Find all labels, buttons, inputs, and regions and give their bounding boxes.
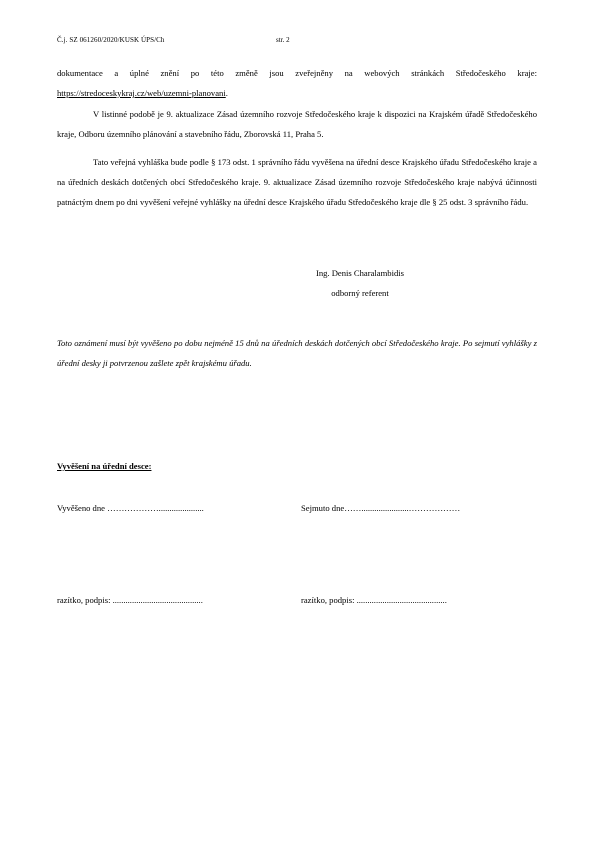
posting-notice: Toto oznámení musí být vyvěšeno po dobu nejméně 15 dnů na úředních deskách dotčených obcí Středočeského kraje. Po sejmutí vyhlášky z úřední desky ji potvrzenou zašlete zpět krajskému úřadu. (57, 338, 537, 368)
paragraph-publication: Tato veřejná vyhláška bude podle § 173 odst. 1 správního řádu vyvěšena na úřední desce Krajského úřadu Středočeského kraje a na úředních deskách dotčených obcí Středočeského kraje. 9. aktualizace Zásad územního rozvoje Středočeského kraje nabývá účinnosti patnáctým dnem po dni vyvěšení veřejné vyhlášky na úřední desce Krajského úřadu Středočeského kraje dle § 25 odst. 3 správního řádu. (57, 157, 537, 207)
paragraph-documentation-text: dokumentace a úplné znění po této změně jsou zveřejněny na webových stránkách Středočeského kraje: (57, 68, 537, 78)
stamp-signature-field-left: razítko, podpis: .......................................... (57, 595, 203, 605)
removed-on-field: Sejmuto dne……......................……………… (301, 503, 461, 513)
official-board-heading: Vyvěšení na úřední desce: (57, 461, 152, 471)
website-link[interactable]: https://stredoceskykraj.cz/web/uzemni-planovani (57, 88, 226, 98)
paragraph-documentation-end: . (225, 88, 228, 98)
signatory-name: Ing. Denis Charalambidis (315, 268, 405, 278)
posted-on-field: Vyvěšeno dne ………………..................... (57, 503, 204, 513)
document-reference-number: Č.j. SZ 061260/2020/KUSK ÚPS/Ch (57, 36, 165, 44)
paragraph-paper-copy: V listinné podobě je 9. aktualizace Zásad územního rozvoje Středočeského kraje k dispozici na Krajském úřadě Středočeského kraje, Odboru územního plánování a stavebního řádu, Zborovská 11, Praha 5. (57, 109, 537, 139)
paragraph-documentation (57, 63, 537, 103)
signatory-role: odborný referent (331, 288, 389, 298)
stamp-signature-field-right: razítko, podpis: .......................................... (301, 595, 447, 605)
page-number: str. 2 (276, 36, 290, 44)
